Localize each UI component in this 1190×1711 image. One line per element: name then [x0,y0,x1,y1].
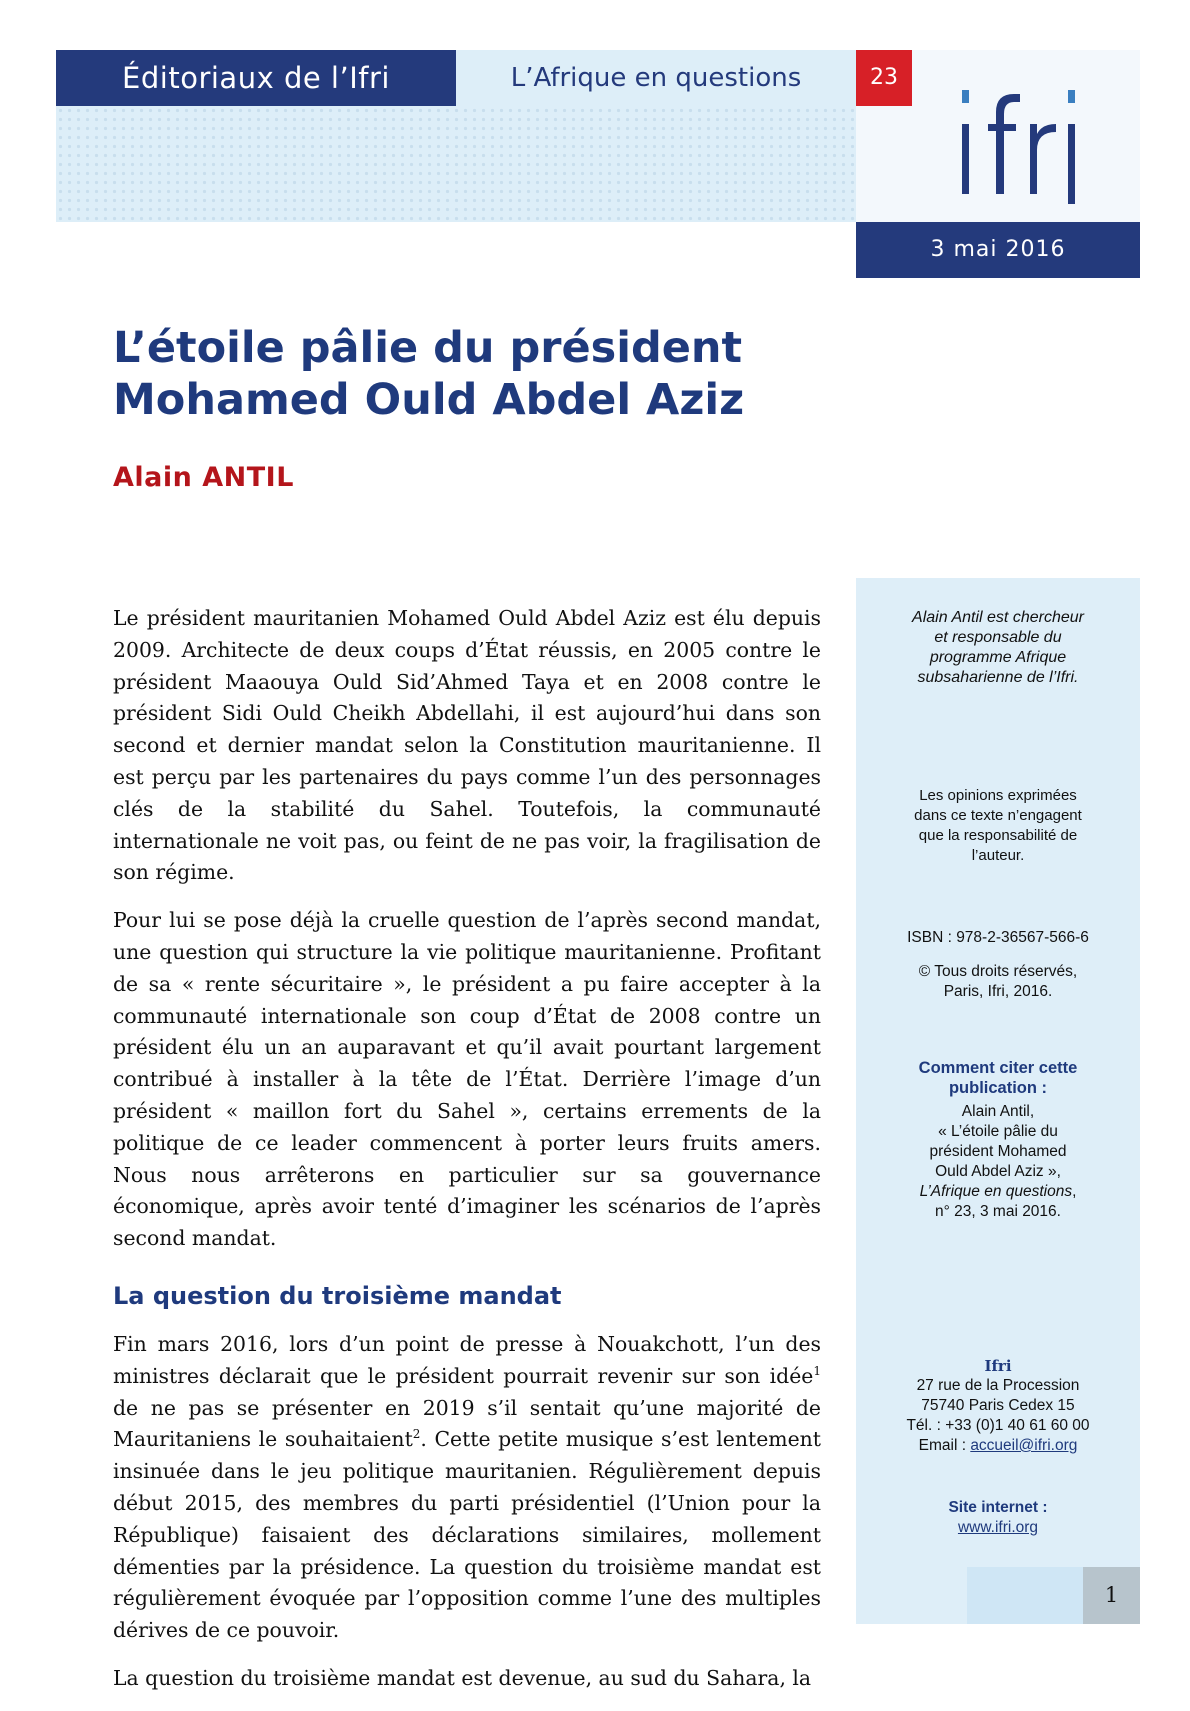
website-link[interactable]: www.ifri.org [957,1519,1039,1536]
article-body [113,603,821,1711]
email-link[interactable]: accueil@ifri.org [970,1437,1078,1454]
author-name: Alain ANTIL [113,462,294,493]
paragraph: La question du troisième mandat est devenue, au sud du Sahara, la [113,1665,812,1690]
org-name: Ifri [984,1357,1012,1375]
isbn: ISBN : 978-2-36567-566-6 [907,929,1089,946]
citation: Alain Antil, « L’étoile pâlie du président Mohamed Ould Abdel Aziz », L’Afrique en questions, n° 23, 3 mai 2016. [919,1103,1077,1220]
issue-number: 23 [856,50,912,106]
copyright: © Tous droits réservés, Paris, Ifri, 2016. [918,963,1078,1000]
ifri-logo [960,88,1090,208]
author-bio: Alain Antil est chercheur et responsable du programme Afrique subsaharienne de l’Ifri. [912,609,1084,686]
series-title: Éditoriaux de l’Ifri [56,50,456,106]
address: 27 rue de la Procession 75740 Paris Cedex 15 Tél. : +33 (0)1 40 61 60 00 Email : accueil@ifri.org [906,1377,1090,1454]
footnote-ref[interactable]: 1 [813,1363,821,1378]
paragraph: Fin mars 2016, lors d’un point de presse à Nouakchott, l’un des ministres déclarait que le président pourrait revenir sur son idée$^1$ de ne pas se présenter en 2019 s’il sentait qu’une majorité de Mauritaniens le souhaitaient$^2$. Cette petite musique s’est lentement insinuée dans le jeu politique mauritanien. Régulièrement depuis début 2015, des membres du parti présidentiel (l’Union pour la République) faisaient des déclarations similaires, mollement démenties par la présidence. La question du troisième mandat est régulièrement évoquée par l’opposition comme l’une des multiples dérives de ce pouvoir. [113,1331,821,1643]
page-number: 1 [1083,1567,1140,1624]
sidebar [856,578,1140,1624]
disclaimer: Les opinions exprimées dans ce texte n’engagent que la responsabilité de l’auteur. [914,787,1082,864]
paragraph: Pour lui se pose déjà la cruelle question de l’après second mandat, une question qui structure la vie politique mauritanienne. Profitant de sa « rente sécuritaire », le président a pu faire accepter à la communauté internationale son coup d’État de 2008 contre un président élu un an auparavant et qu’il avait pourtant largement contribué à installer à la tête de l’État. Derrière l’image d’un président « maillon fort du Sahel », certains errements de la politique de ce leader commencent à porter leurs fruits amers. Nous nous arrêterons en particulier sur sa gouvernance économique, après avoir tenté d’imaginer les scénarios de l’après second mandat. [113,908,821,1251]
paragraph: Le président mauritanien Mohamed Ould Abdel Aziz est élu depuis 2009. Architecte de deux coups d’État réussis, en 2005 contre le président Maaouya Ould Sid’Ahmed Taya et en 2008 contre le président Sidi Ould Cheikh Abdellahi, il est aujourd’hui dans son second et dernier mandat selon la Constitution mauritanienne. Il est perçu par les partenaires du pays comme l’un des personnages clés de la stabilité du Sahel. Toutefois, la communauté internationale ne voit pas, ou feint de ne pas voir, la fragilisation de son régime. [113,606,821,885]
world-map-pattern [56,106,856,222]
collection-title: L’Afrique en questions [510,63,802,93]
article-title: L’étoile pâlie du président Mohamed Ould Abdel Aziz [113,323,745,425]
section-heading: La question du troisième mandat [113,1281,562,1310]
footnote-ref[interactable]: 2 [412,1427,421,1442]
publication-date: 3 mai 2016 [856,222,1140,278]
citation-heading: Comment citer cette publication : [918,1059,1078,1097]
website-label: Site internet : [948,1499,1048,1516]
